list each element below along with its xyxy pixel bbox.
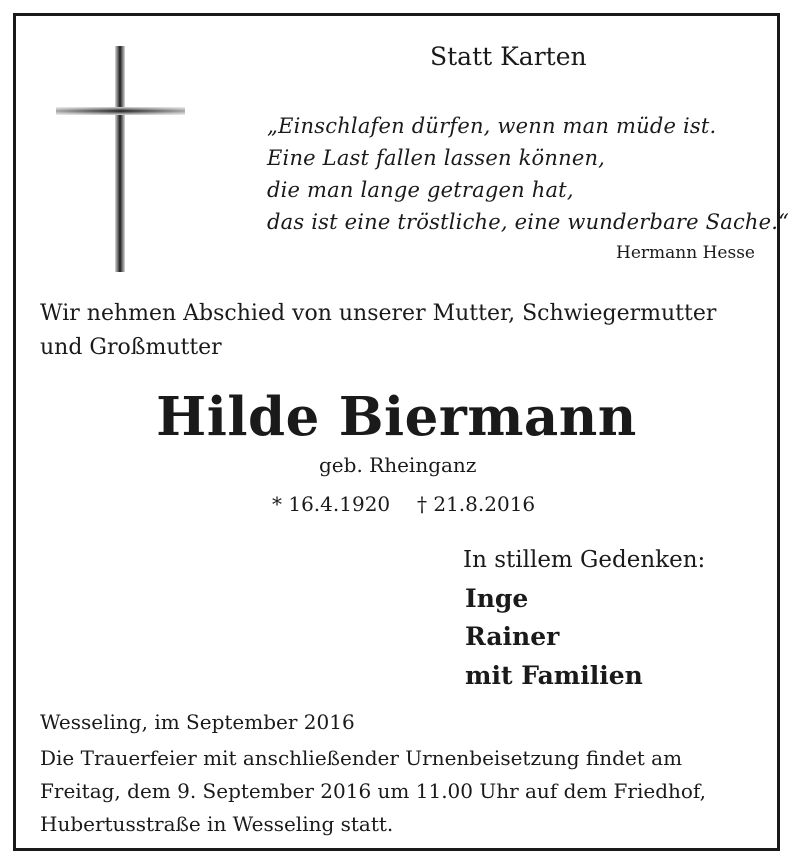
service-info-line: Freitag, dem 9. September 2016 um 11.00 Uhr auf dem Friedhof, [40,779,706,803]
mourner-name: mit Familien [465,661,643,690]
obituary-frame [13,13,790,851]
intro-line: Wir nehmen Abschied von unserer Mutter, Schwiegermutter [40,301,717,326]
quote-author: Hermann Hesse [616,243,755,263]
service-info-line: Die Trauerfeier mit anschließender Urnenbeisetzung findet am [40,746,683,770]
quote-line: „Einschlafen dürfen, wenn man müde ist. [267,114,717,138]
notice-heading: Statt Karten [430,42,587,71]
deceased-name: Hilde Biermann [156,386,637,448]
intro-line: und Großmutter [40,335,222,360]
quote-line: die man lange getragen hat, [267,178,574,202]
mourner-name: Inge [465,584,529,613]
death-date: † 21.8.2016 [417,492,536,516]
mourning-label: In stillem Gedenken: [463,547,706,573]
mourner-name: Rainer [465,622,560,651]
birth-name: geb. Rheinganz [319,453,477,477]
quote-line: das ist eine tröstliche, eine wunderbare Sache.“ [267,210,790,234]
place-date: Wesseling, im September 2016 [40,710,355,734]
service-info-line: Hubertusstraße in Wesseling statt. [40,812,394,836]
quote-line: Eine Last fallen lassen können, [267,146,606,170]
birth-date: * 16.4.1920 [272,492,391,516]
